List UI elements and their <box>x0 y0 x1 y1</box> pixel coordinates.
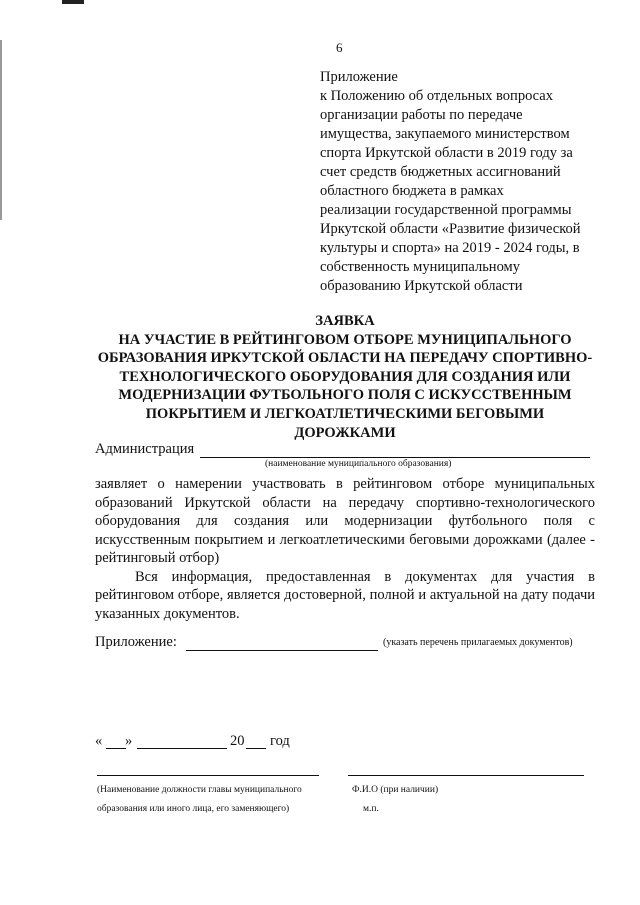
appendix-line: областного бюджета в рамках <box>320 183 504 199</box>
appendix-line: к Положению об отдельных вопросах <box>320 88 553 104</box>
appendix-line: спорта Иркутской области в 2019 году за <box>320 145 573 161</box>
title-line: МОДЕРНИЗАЦИИ ФУТБОЛЬНОГО ПОЛЯ С ИСКУССТВЕННЫМ <box>118 387 572 404</box>
date-close-quote: » <box>125 733 133 749</box>
document-title <box>80 312 610 442</box>
title-line: ОБРАЗОВАНИЯ ИРКУТСКОЙ ОБЛАСТИ НА ПЕРЕДАЧУ СПОРТИВНО- <box>97 350 593 367</box>
scan-artifact <box>0 40 2 220</box>
appendix-line: Иркутской области «Развитие физической <box>320 221 581 237</box>
appendix-line: организации работы по передаче <box>320 107 523 123</box>
appendix-reference <box>320 68 600 296</box>
title-line: ЗАЯВКА <box>315 313 375 329</box>
position-caption: (Наименование должности главы муниципального <box>97 785 302 795</box>
appendix-line: счет средств бюджетных ассигнований <box>320 164 561 180</box>
name-caption: Ф.И.О (при наличии) <box>352 785 439 795</box>
body-paragraph: Вся информация, предоставленная в документах для участия в рейтинговом отборе, является достоверной, полной и актуальной на дату подачи указанных документов. <box>95 568 595 622</box>
administration-label: Администрация <box>95 441 195 457</box>
administration-caption: (наименование муниципального образования) <box>265 459 452 469</box>
date-open-quote: « <box>95 733 103 749</box>
appendix-line: реализации государственной программы <box>320 202 572 218</box>
title-line: ПОКРЫТИЕМ И ЛЕГКОАТЛЕТИЧЕСКИМИ БЕГОВЫМИ <box>145 405 545 422</box>
name-signature-line[interactable] <box>348 775 584 776</box>
appendix-line: имущества, закупаемого министерством <box>320 126 570 142</box>
appendix-line: собственность муниципальному <box>320 259 520 275</box>
date-day-line[interactable] <box>106 748 126 749</box>
title-line: ДОРОЖКАМИ <box>294 424 396 441</box>
attachment-label: Приложение: <box>95 634 177 650</box>
date-year-word: год <box>270 733 290 749</box>
scan-artifact <box>62 0 84 4</box>
appendix-line: культуры и спорта» на 2019 - 2024 годы, в <box>320 240 580 256</box>
attachment-note: (указать перечень прилагаемых документов) <box>383 637 573 648</box>
date-month-line[interactable] <box>137 748 227 749</box>
body-paragraph: заявляет о намерении участвовать в рейтинговом отборе муниципальных образований Иркутской области на передачу спортивно-технологического оборудования для создания или модернизации футбольного поля с искусственным покрытием и легкоатлетическими беговыми дорожками (далее - рейтинговый отбор) <box>95 476 595 566</box>
appendix-line: образованию Иркутской области <box>320 278 523 294</box>
administration-fill-line[interactable] <box>200 457 590 458</box>
position-signature-line[interactable] <box>97 775 319 776</box>
appendix-line: Приложение <box>320 69 398 85</box>
page-number: 6 <box>336 40 343 55</box>
title-line: НА УЧАСТИЕ В РЕЙТИНГОВОМ ОТБОРЕ МУНИЦИПАЛЬНОГО <box>118 331 572 348</box>
application-body <box>95 475 595 623</box>
position-caption: образования или иного лица, его заменяющего) <box>97 804 290 814</box>
stamp-label: м.п. <box>363 804 379 814</box>
title-line: ТЕХНОЛОГИЧЕСКОГО ОБОРУДОВАНИЯ ДЛЯ СОЗДАНИЯ ИЛИ <box>119 368 571 385</box>
attachment-fill-line[interactable] <box>186 650 378 651</box>
date-year-line[interactable] <box>246 748 266 749</box>
date-year-prefix: 20 <box>230 733 245 749</box>
